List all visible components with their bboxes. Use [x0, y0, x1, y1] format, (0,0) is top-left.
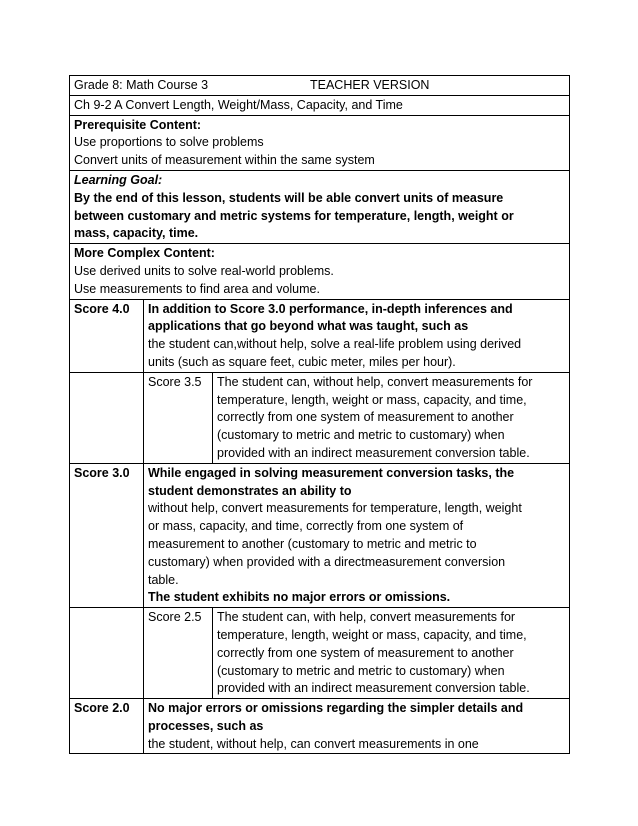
complex-content-line: Use derived units to solve real-world problems. — [74, 263, 334, 278]
header-cell — [70, 76, 570, 96]
score-3-bold-line: student demonstrates an ability to — [148, 483, 352, 498]
learning-goal-line: between customary and metric systems for temperature, length, weight or — [74, 208, 514, 223]
score-2-5-label: Score 2.5 — [144, 608, 213, 699]
learning-goal-row — [70, 170, 570, 243]
complex-content-heading: More Complex Content: — [74, 246, 215, 261]
score-2-bold-line: processes, such as — [148, 718, 264, 733]
score-3-5-label: Score 3.5 — [144, 372, 213, 463]
prerequisite-line: Convert units of measurement within the same system — [74, 153, 375, 168]
score-3-5-line: The student can, without help, convert measurements for — [217, 374, 533, 389]
score-3-5-description — [213, 372, 570, 463]
prerequisite-line: Use proportions to solve problems — [74, 135, 264, 150]
score-3-5-line: provided with an indirect measurement conversion table. — [217, 445, 530, 460]
score-3-bold-footer: The student exhibits no major errors or omissions. — [148, 590, 451, 605]
score-3-5-line: temperature, length, weight or mass, capacity, and time, — [217, 392, 527, 407]
complex-content-row — [70, 244, 570, 299]
score-3-5-row — [70, 372, 570, 463]
score-3-line: table. — [148, 572, 179, 587]
learning-goal-line: mass, capacity, time. — [74, 226, 199, 241]
score-4-description — [144, 299, 570, 372]
score-3-row — [70, 463, 570, 607]
learning-goal-line: By the end of this lesson, students will be able convert units of measure — [74, 190, 504, 205]
score-4-line: the student can,without help, solve a real-life problem using derived — [148, 337, 522, 352]
rubric-table — [69, 75, 570, 754]
score-3-label: Score 3.0 — [70, 463, 144, 607]
score-4-label: Score 4.0 — [70, 299, 144, 372]
prerequisite-row — [70, 115, 570, 170]
prerequisite-cell — [70, 115, 570, 170]
prerequisite-heading: Prerequisite Content: — [74, 117, 202, 132]
score-3-5-line: (customary to metric and metric to customary) when — [217, 428, 505, 443]
score-3-line: measurement to another (customary to metric and metric to — [148, 536, 477, 551]
score-2-5-line: (customary to metric and metric to customary) when — [217, 663, 505, 678]
header-row — [70, 76, 570, 96]
score-3-5-line: correctly from one system of measurement to another — [217, 410, 514, 425]
title-row — [70, 95, 570, 115]
complex-content-line: Use measurements to find area and volume. — [74, 281, 320, 296]
score-2-line: the student, without help, can convert measurements in one — [148, 736, 479, 751]
score-2-5-line: The student can, with help, convert measurements for — [217, 610, 516, 625]
score-4-row — [70, 299, 570, 372]
score-2-bold-line: No major errors or omissions regarding the simpler details and — [148, 701, 524, 716]
lesson-title: Ch 9-2 A Convert Length, Weight/Mass, Capacity, and Time — [70, 95, 570, 115]
score-2-description — [144, 699, 570, 754]
score-3-line: customary) when provided with a directmeasurement conversion — [148, 554, 506, 569]
score-3-line: without help, convert measurements for temperature, length, weight — [148, 501, 522, 516]
score-2-5-line: correctly from one system of measurement to another — [217, 645, 514, 660]
learning-goal-heading: Learning Goal: — [74, 172, 163, 187]
score-3-bold-line: While engaged in solving measurement conversion tasks, the — [148, 465, 515, 480]
rubric-page — [69, 75, 569, 754]
course-name: Grade 8: Math Course 3 — [74, 78, 209, 92]
score-2-5-line: provided with an indirect measurement conversion table. — [217, 681, 530, 696]
score-2-row — [70, 699, 570, 754]
complex-content-cell — [70, 244, 570, 299]
score-2-5-description — [213, 608, 570, 699]
score-3-description — [144, 463, 570, 607]
score-2-5-row — [70, 608, 570, 699]
score-3-line: or mass, capacity, and time, correctly from one system of — [148, 519, 464, 534]
score-4-bold-line: applications that go beyond what was taught, such as — [148, 319, 469, 334]
learning-goal-cell — [70, 170, 570, 243]
score-3-5-empty-cell — [70, 372, 144, 463]
score-4-line: units (such as square feet, cubic meter, miles per hour). — [148, 354, 456, 369]
score-2-5-empty-cell — [70, 608, 144, 699]
score-2-5-line: temperature, length, weight or mass, capacity, and time, — [217, 627, 527, 642]
version-label: TEACHER VERSION — [310, 78, 430, 92]
score-2-label: Score 2.0 — [70, 699, 144, 754]
score-4-bold-line: In addition to Score 3.0 performance, in-depth inferences and — [148, 301, 513, 316]
